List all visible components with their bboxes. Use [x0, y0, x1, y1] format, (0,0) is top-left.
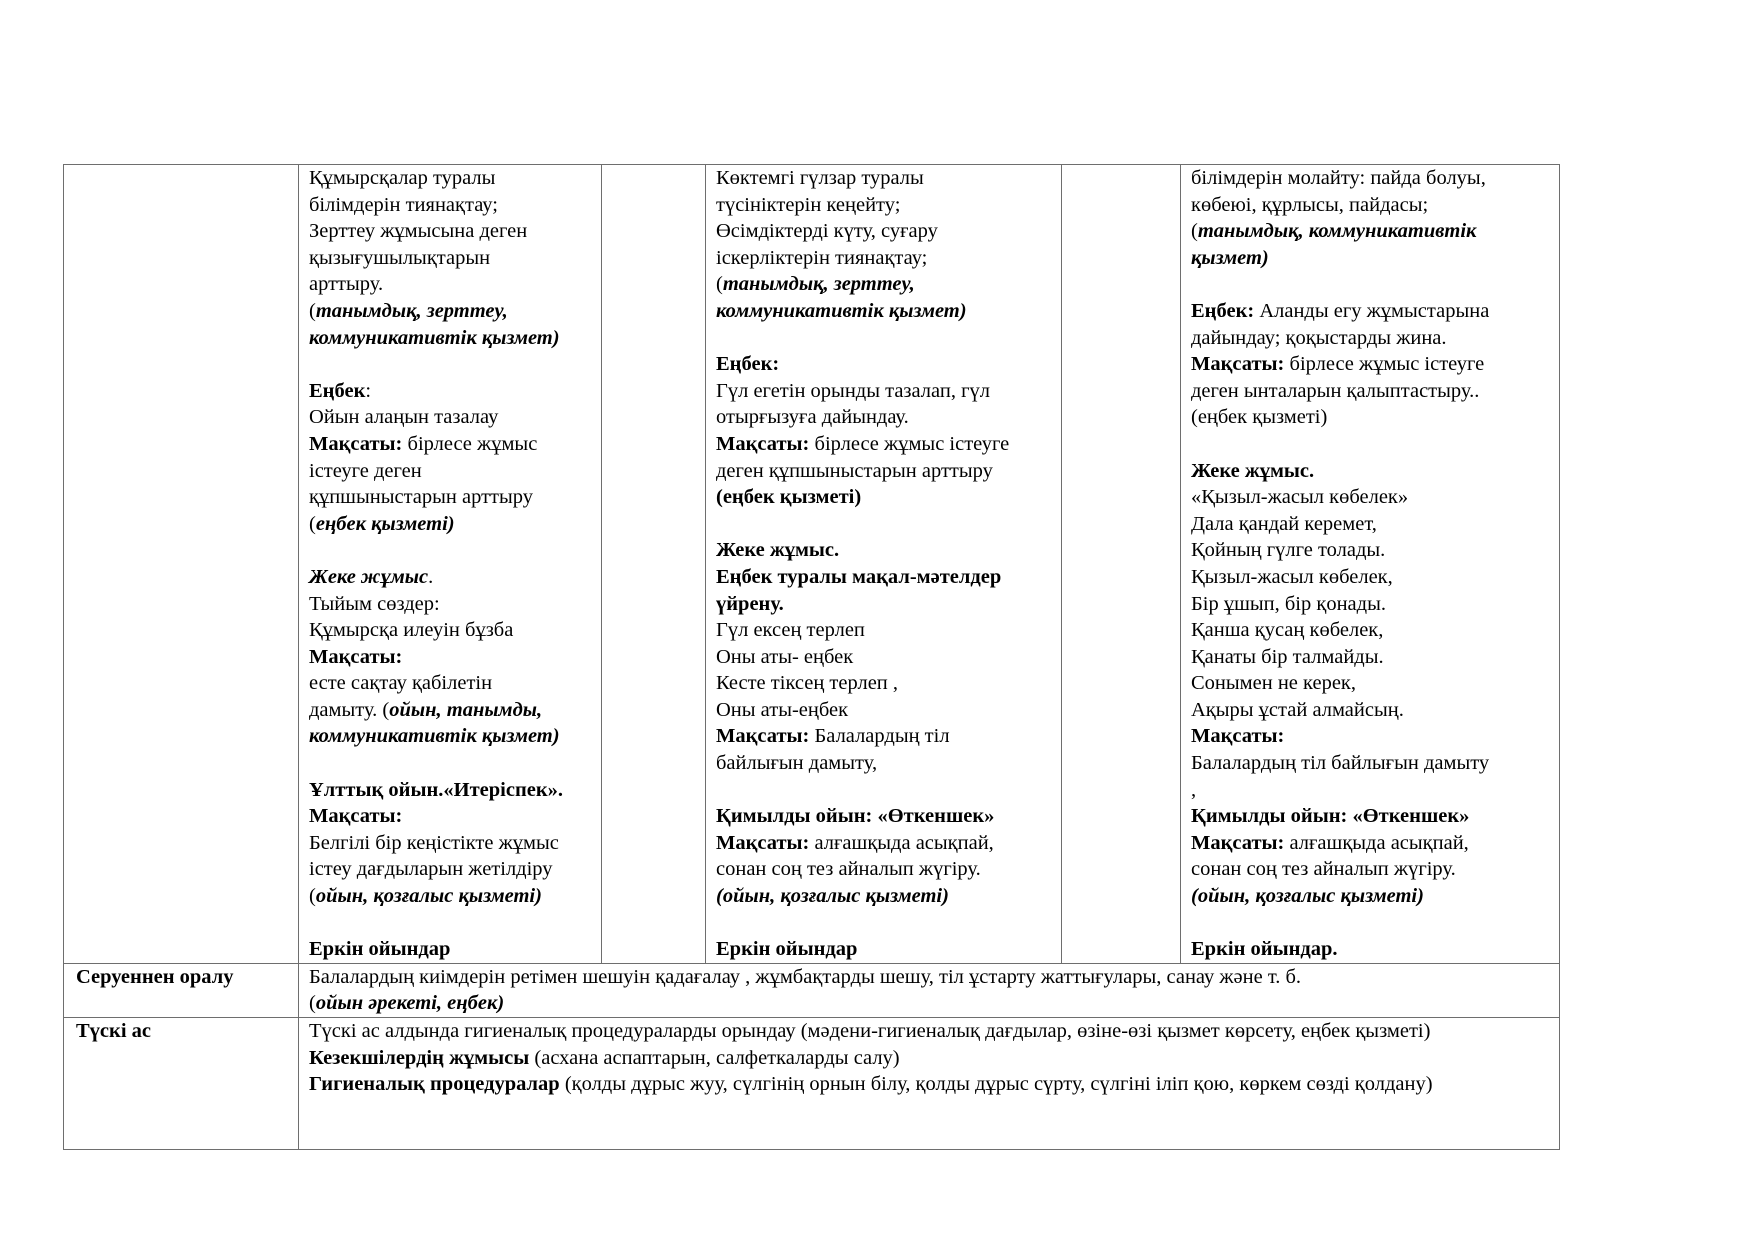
text-run: коммуникативтік қызмет) [309, 725, 560, 748]
text-run: бірлесе жұмыс істеуге [1284, 353, 1485, 376]
text-line [1191, 218, 1549, 245]
daily-plan-table [63, 164, 1560, 1150]
lunch-row [64, 1018, 1560, 1150]
text-line [1191, 723, 1549, 750]
text-run: Балалардың тіл [809, 725, 950, 748]
text-line [1191, 750, 1549, 777]
text-run: Мақсаты: [1191, 353, 1285, 376]
text-line [716, 404, 1051, 431]
text-line [309, 564, 591, 591]
blank-line [1191, 431, 1549, 458]
text-line [309, 165, 591, 192]
return-label: Серуеннен оралу [64, 963, 299, 1017]
text-line [309, 431, 591, 458]
text-run: . [428, 565, 434, 588]
text-run: білімдерін тиянақтау; [309, 193, 498, 216]
text-run: арттыру. [309, 273, 384, 296]
text-run: істеуге деген [309, 459, 422, 482]
text-line [716, 644, 1051, 671]
text-run: Оны аты-еңбек [716, 698, 849, 721]
text-line [1191, 591, 1549, 618]
text-line [716, 484, 1051, 511]
blank-line [716, 910, 1051, 937]
text-run: Жеке жұмыс. [1191, 459, 1315, 482]
text-run: Мақсаты: [309, 645, 403, 668]
text-line [309, 458, 591, 485]
text-line [309, 192, 591, 219]
text-run: «Қызыл-жасыл көбелек» [1191, 486, 1409, 509]
text-run: дамыту. ( [309, 698, 390, 721]
text-line [716, 298, 1051, 325]
walk-content-cell-1 [299, 165, 602, 964]
text-run: Мақсаты: [716, 432, 810, 455]
text-line [1191, 404, 1549, 431]
text-line [309, 936, 591, 963]
text-run: Оны аты- еңбек [716, 645, 854, 668]
text-line [716, 723, 1051, 750]
text-run: есте сақтау қабілетін [309, 672, 493, 695]
text-run: Ойын алаңын тазалау [309, 406, 499, 429]
blank-line [716, 511, 1051, 538]
text-line [309, 511, 591, 538]
text-line [309, 723, 591, 750]
text-run: Құмырсқа илеуін бұзба [309, 619, 514, 642]
text-line [716, 591, 1051, 618]
text-line [1191, 670, 1549, 697]
text-run: Еңбек: [716, 353, 780, 376]
text-run: Жеке жұмыс. [716, 539, 840, 562]
text-run: қызығушылықтарын [309, 246, 491, 269]
text-run: түсініктерін кеңейту; [716, 193, 901, 216]
text-run: Құмырсқалар туралы [309, 167, 496, 189]
text-run: (ойын, қозғалыс қызметі) [716, 885, 949, 908]
text-line [309, 670, 591, 697]
text-line [309, 245, 591, 272]
text-line [1191, 936, 1549, 963]
text-line [716, 856, 1051, 883]
text-line [309, 777, 591, 804]
text-run: ( [309, 512, 316, 535]
text-run: ойын, танымды, [389, 698, 543, 721]
text-line [309, 591, 591, 618]
lunch-label: Түскі ас [64, 1018, 299, 1150]
text-run: іскерліктерін тиянақтау; [716, 246, 928, 269]
text-run: ( [309, 299, 316, 322]
lunch-hygiene-intro: Түскі ас алдында гигиеналық процедураларды орындау (мәдени-гигиеналық дағдылар, өзіне-өзі қызмет көрсету, еңбек қызметі) [309, 1020, 1431, 1042]
text-line [1191, 537, 1549, 564]
text-run: Қойның гүлге толады. [1191, 539, 1386, 562]
blank-line [309, 910, 591, 937]
lunch-duty: Кезекшілердің жұмысы (асхана аспаптарын, салфеткаларды салу) [309, 1046, 900, 1069]
text-line [716, 218, 1051, 245]
text-run: Еркін ойындар [716, 938, 858, 961]
text-run: Мақсаты: [716, 831, 810, 854]
text-line [1191, 830, 1549, 857]
text-line [716, 830, 1051, 857]
text-line [309, 803, 591, 830]
text-run: Бір ұшып, бір қонады. [1191, 592, 1386, 615]
text-line [716, 165, 1051, 192]
text-run: көбеюі, құрлысы, пайдасы; [1191, 193, 1429, 216]
text-run: Балалардың тіл байлығын дамыту [1191, 752, 1490, 775]
text-line [716, 378, 1051, 405]
text-line [1191, 617, 1549, 644]
text-run: сонан соң тез айналып жүгіру. [1191, 858, 1456, 881]
blank-line [1191, 271, 1549, 298]
text-run: Еңбек туралы мақал-мәтелдер [716, 565, 1002, 588]
text-run: : [365, 379, 372, 402]
text-line [716, 803, 1051, 830]
text-run: үйрену. [716, 592, 784, 615]
text-run: құпшыныстарын арттыру [309, 486, 534, 509]
text-run: дайындау; қоқыстарды жина. [1191, 326, 1447, 349]
text-line [1191, 697, 1549, 724]
text-run: Ақыры ұстай алмайсың. [1191, 698, 1404, 721]
text-line [1191, 644, 1549, 671]
text-line [309, 644, 591, 671]
text-run: Қимылды ойын: «Өткеншек» [716, 805, 995, 828]
lunch-hygiene-procedures: Гигиеналық процедуралар (қолды дұрыс жуу, сүлгінің орнын білу, қолды дұрыс сүрту, сүлгіні іліп қою, көркем сөзді қолдану) [309, 1073, 1433, 1096]
text-run: Гүл егетін орынды тазалап, гүл [716, 379, 990, 402]
text-run: Мақсаты: [716, 725, 810, 748]
text-line [716, 351, 1051, 378]
text-line [309, 484, 591, 511]
text-run: отырғызуға дайындау. [716, 406, 909, 429]
text-line [716, 431, 1051, 458]
text-line [309, 830, 591, 857]
text-line [716, 245, 1051, 272]
text-line [309, 697, 591, 724]
text-line [309, 856, 591, 883]
walk-label-cell [64, 165, 299, 964]
text-run: Мақсаты: [1191, 831, 1285, 854]
text-run: Жеке жұмыс [309, 565, 429, 588]
text-run: Белгілі бір кеңістікте жұмыс [309, 831, 559, 854]
text-run: коммуникативтік қызмет) [716, 299, 967, 322]
text-run: Ұлттық ойын.«Итеріспек». [309, 778, 564, 801]
text-run: (еңбек қызметі) [716, 486, 862, 509]
text-run: деген ынталарын қалыптастыру.. [1191, 379, 1480, 402]
text-run: сонан соң тез айналып жүгіру. [716, 858, 981, 881]
text-run: танымдық, зерттеу, [315, 299, 508, 322]
text-run: ( [1191, 220, 1198, 243]
text-line [309, 404, 591, 431]
text-run: білімдерін молайту: пайда болуы, [1191, 167, 1486, 189]
text-line [1191, 351, 1549, 378]
text-run: Мақсаты: [309, 805, 403, 828]
text-run: ( [309, 885, 316, 908]
blank-line [309, 351, 591, 378]
text-line [716, 697, 1051, 724]
walk-content-cell-2 [706, 165, 1062, 964]
text-run: қызмет) [1191, 246, 1269, 269]
return-text: Балалардың киімдерін ретімен шешуін қадағалау , жұмбақтарды шешу, тіл ұстарту жаттығулары, санау және т. б. [309, 965, 1302, 988]
text-line [1191, 856, 1549, 883]
text-line [1191, 777, 1549, 804]
text-line [1191, 245, 1549, 272]
text-line [1191, 484, 1549, 511]
return-note: (ойын әрекеті, еңбек) [309, 992, 505, 1015]
return-row [64, 963, 1560, 1017]
text-run: танымдық, зерттеу, [722, 273, 915, 296]
text-run: Тыйым сөздер: [309, 592, 440, 615]
text-run: Мақсаты: [309, 432, 403, 455]
empty-cell-1 [602, 165, 706, 964]
text-line [1191, 511, 1549, 538]
text-line [309, 378, 591, 405]
text-line [309, 325, 591, 352]
blank-line [309, 750, 591, 777]
text-line [716, 564, 1051, 591]
text-run: Қанаты бір талмайды. [1191, 645, 1384, 668]
text-run: ойын, қозғалыс қызметі) [315, 885, 542, 908]
text-run: Кесте тіксең терлеп , [716, 672, 899, 695]
text-run: Қызыл-жасыл көбелек, [1191, 565, 1393, 588]
text-line [309, 218, 591, 245]
text-run: (еңбек қызметі) [1191, 406, 1328, 429]
text-run: деген құпшыныстарын арттыру [716, 459, 993, 482]
text-run: , [1191, 778, 1197, 801]
text-run: істеу дағдыларын жетілдіру [309, 858, 553, 881]
blank-line [716, 777, 1051, 804]
text-run: Зерттеу жұмысына деген [309, 220, 528, 243]
text-line [716, 271, 1051, 298]
text-run: Еркін ойындар [309, 938, 451, 961]
text-line [716, 883, 1051, 910]
text-line [716, 936, 1051, 963]
text-run: Қимылды ойын: «Өткеншек» [1191, 805, 1470, 828]
blank-line [309, 537, 591, 564]
text-line [1191, 458, 1549, 485]
text-line [1191, 378, 1549, 405]
text-run: бірлесе жұмыс [402, 432, 538, 455]
text-line [1191, 564, 1549, 591]
text-run: Сонымен не керек, [1191, 672, 1357, 695]
text-run: Еңбек: [1191, 299, 1255, 322]
text-line [1191, 325, 1549, 352]
text-run: байлығын дамыту, [716, 752, 878, 775]
text-line [716, 537, 1051, 564]
text-line [1191, 192, 1549, 219]
text-line [309, 271, 591, 298]
text-line [309, 617, 591, 644]
text-run: Дала қандай керемет, [1191, 512, 1377, 535]
text-run: танымдық, коммуникативтік [1197, 220, 1477, 243]
text-run: Еңбек [309, 379, 366, 402]
text-run: ( [716, 273, 723, 296]
text-line [1191, 883, 1549, 910]
text-run: еңбек қызметі) [315, 512, 455, 535]
text-line [1191, 803, 1549, 830]
text-run: Еркін ойындар. [1191, 938, 1338, 961]
text-run: Өсімдіктерді күту, суғару [716, 220, 938, 243]
lunch-content [299, 1018, 1560, 1150]
blank-line [716, 325, 1051, 352]
text-line [716, 617, 1051, 644]
text-run: бірлесе жұмыс істеуге [809, 432, 1010, 455]
text-run: (ойын, қозғалыс қызметі) [1191, 885, 1424, 908]
text-line [309, 298, 591, 325]
text-line [716, 670, 1051, 697]
text-run: Мақсаты: [1191, 725, 1285, 748]
text-line [716, 458, 1051, 485]
text-line [1191, 298, 1549, 325]
text-line [1191, 165, 1549, 192]
walk-row [64, 165, 1560, 964]
return-content [299, 963, 1560, 1017]
text-line [716, 750, 1051, 777]
text-run: Гүл ексең терлеп [716, 619, 865, 642]
blank-line [1191, 910, 1549, 937]
empty-cell-2 [1062, 165, 1181, 964]
text-run: Қанша қусаң көбелек, [1191, 619, 1384, 642]
walk-content-cell-3 [1181, 165, 1560, 964]
text-run: Аланды егу жұмыстарына [1254, 299, 1490, 322]
text-run: коммуникативтік қызмет) [309, 326, 560, 349]
text-run: Көктемгі гүлзар туралы [716, 167, 924, 189]
text-line [309, 883, 591, 910]
text-run: алғашқыда асықпай, [1284, 831, 1469, 854]
text-run: алғашқыда асықпай, [809, 831, 994, 854]
text-line [716, 192, 1051, 219]
